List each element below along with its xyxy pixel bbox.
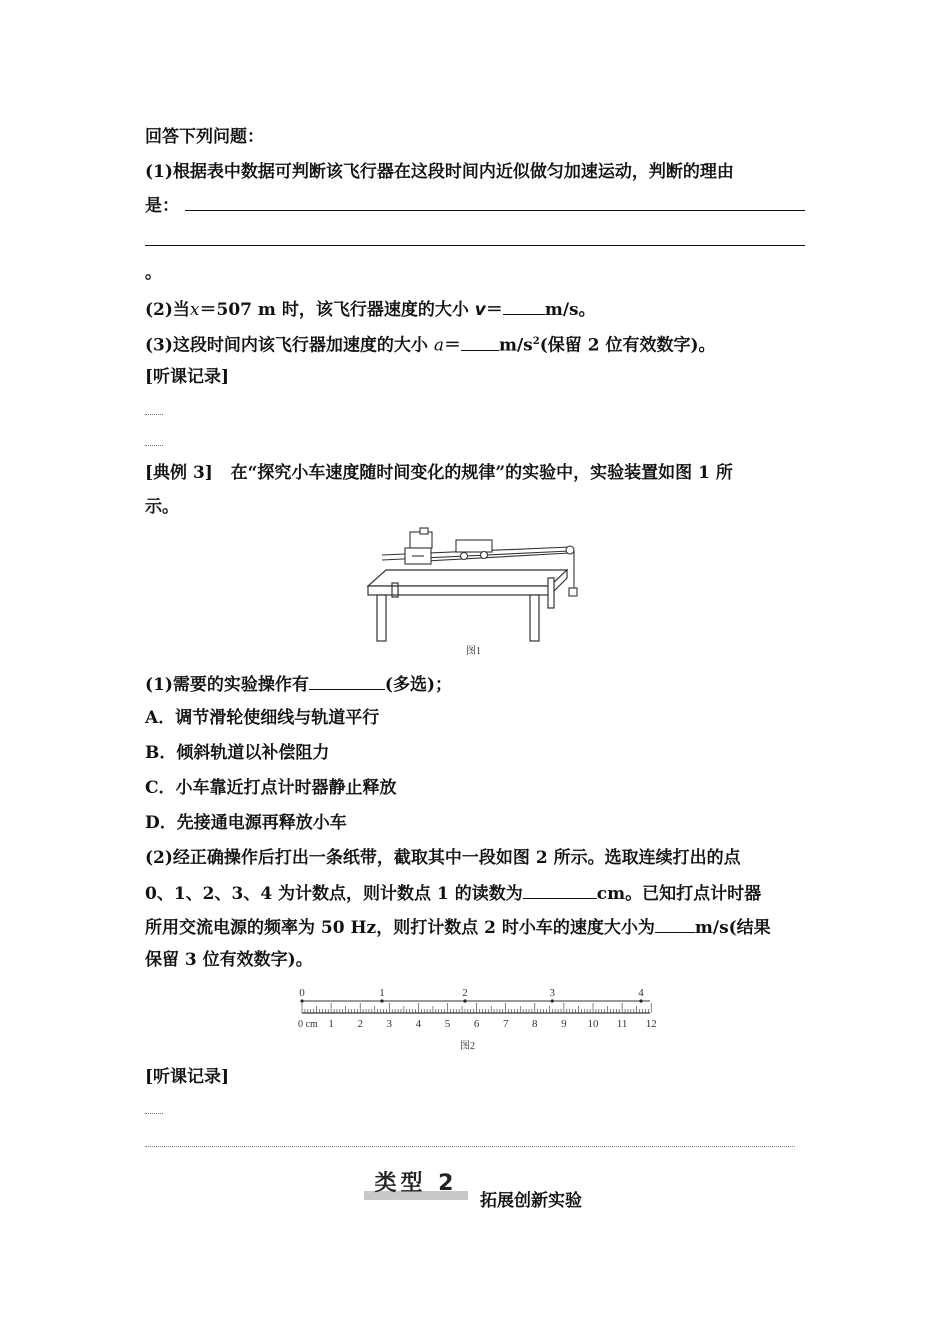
q2-mid: ＝507 m 时，该飞行器速度的大小 bbox=[199, 300, 469, 320]
ruler-tick-label: 5 bbox=[444, 1018, 451, 1030]
notes-dots-1b bbox=[145, 445, 163, 446]
notes-dots-1a bbox=[145, 414, 163, 415]
answer-blank-1a[interactable] bbox=[185, 210, 805, 211]
count-point bbox=[639, 999, 642, 1002]
q2-prefix: (2)当 bbox=[145, 300, 190, 320]
ruler-tick-label: 6 bbox=[473, 1018, 480, 1030]
figure-1-apparatus bbox=[360, 520, 590, 665]
q3-var-a: a bbox=[433, 335, 444, 356]
count-point-label: 1 bbox=[379, 987, 385, 999]
part-2-line-4: 保留 3 位有效数字)。 bbox=[145, 950, 313, 970]
example-3-line-2: 示。 bbox=[145, 497, 179, 517]
answer-blank-3[interactable] bbox=[461, 333, 499, 351]
answer-blank-5[interactable] bbox=[523, 881, 597, 899]
figure-2-caption: 图2 bbox=[460, 1041, 475, 1052]
question-1-line: (1)根据表中数据可判断该飞行器在这段时间内近似做匀加速运动，判断的理由 bbox=[145, 162, 734, 182]
count-point bbox=[551, 999, 554, 1002]
option-d[interactable]: D．先接通电源再释放小车 bbox=[145, 813, 347, 833]
question-1-end-mark: 。 bbox=[145, 263, 162, 283]
option-b[interactable]: B．倾斜轨道以补偿阻力 bbox=[145, 743, 330, 763]
count-point bbox=[380, 999, 383, 1002]
ruler-tick-label: 1 bbox=[328, 1018, 334, 1030]
ruler-tick-label: 11 bbox=[616, 1018, 628, 1030]
section-type-badge: 类型 2 bbox=[366, 1170, 466, 1198]
ruler-tick-label: 7 bbox=[502, 1018, 509, 1030]
answer-blank-1b[interactable] bbox=[145, 245, 805, 246]
option-c[interactable]: C．小车靠近打点计时器静止释放 bbox=[145, 778, 397, 798]
example-3-line bbox=[145, 462, 733, 484]
question-1-prefix: 是： bbox=[145, 196, 179, 216]
answer-blank-2[interactable] bbox=[503, 297, 545, 315]
table-icon bbox=[368, 570, 567, 641]
option-a[interactable]: A．调节滑轮使细线与轨道平行 bbox=[145, 708, 380, 728]
q2-var-x: x bbox=[189, 300, 200, 320]
q3-prefix: (3)这段时间内该飞行器加速度的大小 bbox=[145, 335, 428, 356]
question-3-line bbox=[145, 331, 716, 357]
figure-1-caption: 图1 bbox=[466, 646, 481, 657]
part-1-prefix: (1)需要的实验操作有 bbox=[145, 675, 309, 695]
part-2-line-2-suffix: cm。已知打点计时器 bbox=[596, 884, 762, 904]
ruler-tick-label: 4 bbox=[415, 1018, 422, 1030]
count-point bbox=[300, 999, 303, 1002]
ruler-unit-label: 0 cm bbox=[298, 1019, 318, 1030]
lecture-notes-label-1: [听课记录] bbox=[145, 367, 230, 387]
timer-icon bbox=[405, 528, 432, 564]
ruler-tick-label: 2 bbox=[357, 1018, 363, 1030]
answer-blank-6[interactable] bbox=[655, 915, 695, 933]
q3-suffix: (保留 2 位有效数字)。 bbox=[539, 335, 716, 356]
lecture-notes-label-2: [听课记录] bbox=[145, 1067, 230, 1087]
q3-eq: ＝ bbox=[443, 335, 461, 356]
notes-dots-2 bbox=[145, 1113, 163, 1114]
figure-2-ruler bbox=[290, 985, 665, 1055]
question-2-line bbox=[145, 297, 596, 321]
ruler-tick-label: 8 bbox=[532, 1018, 538, 1030]
pulley-icon bbox=[566, 546, 577, 596]
part-1-suffix: (多选)； bbox=[384, 675, 453, 695]
answer-blank-4[interactable] bbox=[309, 672, 385, 690]
q3-unit: m/s bbox=[498, 335, 533, 356]
part-2-line-2-prefix: 0、1、2、3、4 为计数点，则计数点 1 的读数为 bbox=[145, 884, 523, 904]
q2-var-v: v bbox=[474, 300, 486, 320]
ruler-tick-label: 3 bbox=[386, 1018, 393, 1030]
ruler-tick-label: 9 bbox=[561, 1018, 567, 1030]
ruler-tick-label: 10 bbox=[587, 1018, 599, 1030]
example-label: [典例 3] bbox=[145, 463, 213, 483]
count-point-label: 4 bbox=[638, 987, 644, 999]
part-2-line-3-suffix: m/s(结果 bbox=[694, 918, 771, 938]
count-point-label: 0 bbox=[299, 987, 305, 999]
count-point bbox=[463, 999, 466, 1002]
q2-eq: ＝ bbox=[485, 300, 503, 320]
part-2-line-2 bbox=[145, 881, 761, 905]
intro-text: 回答下列问题： bbox=[145, 127, 264, 147]
ruler-tick-label: 12 bbox=[645, 1018, 657, 1030]
part-2-line-1: (2)经正确操作后打出一条纸带，截取其中一段如图 2 所示。选取连续打出的点 bbox=[145, 848, 741, 868]
section-title: 拓展创新实验 bbox=[480, 1191, 582, 1211]
example-text: 在“探究小车速度随时间变化的规律”的实验中，实验装置如图 1 所 bbox=[230, 463, 733, 483]
count-point-label: 3 bbox=[549, 987, 556, 999]
part-2-line-3 bbox=[145, 915, 771, 939]
part-2-line-3-prefix: 所用交流电源的频率为 50 Hz，则打计数点 2 时小车的速度大小为 bbox=[145, 918, 655, 938]
question-1-answer-line bbox=[145, 195, 179, 217]
section-separator bbox=[145, 1146, 795, 1147]
count-point-label: 2 bbox=[462, 987, 468, 999]
q3-unit-exponent: 2 bbox=[532, 336, 540, 347]
q2-suffix: m/s。 bbox=[544, 300, 596, 320]
part-1-question bbox=[145, 672, 452, 696]
cart-icon bbox=[456, 540, 492, 560]
